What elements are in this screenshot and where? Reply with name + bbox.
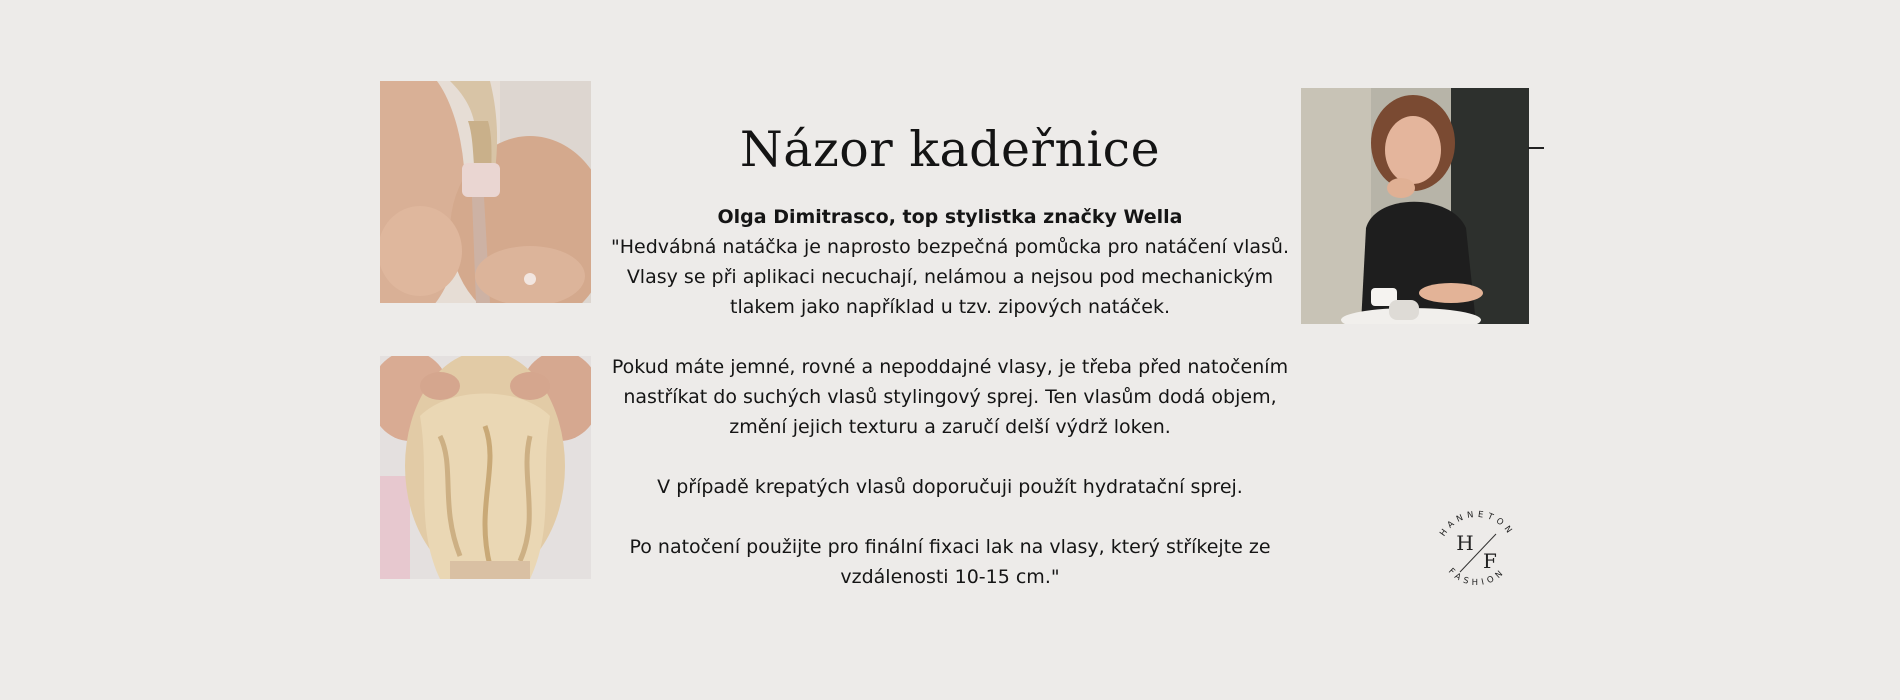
- stylist-portrait-photo: [1301, 88, 1529, 324]
- quote-paragraph-3: V případě krepatých vlasů doporučuji použít hydratační sprej.: [657, 476, 1243, 498]
- quote-block: [610, 202, 1290, 592]
- svg-text:HANNETON: [1438, 510, 1516, 539]
- author-name: Olga Dimitrasco, top stylistka značky Wella: [717, 206, 1183, 228]
- scrunchie-photo: [380, 81, 591, 303]
- quote-paragraph-2: Pokud máte jemné, rovné a nepoddajné vlasy, je třeba před natočením nastříkat do suchých vlasů stylingový sprej. Ten vlasům dodá objem, změní jejich texturu a zaručí delší výdrž loken.: [611, 356, 1289, 438]
- page-title: Názor kadeřnice: [739, 121, 1161, 178]
- brand-logo: [1428, 494, 1526, 608]
- quote-paragraph-1: "Hedvábná natáčka je naprosto bezpečná pomůcka pro natáčení vlasů. Vlasy se při aplikaci necuchají, nelámou a nejsou pod mechanickým tlakem jako například u tzv. zipových natáček.: [610, 236, 1290, 318]
- curly-hair-photo: [380, 356, 591, 579]
- logo-initial-right: F: [1483, 549, 1497, 573]
- quote-paragraph-4: Po natočení použijte pro finální fixaci lak na vlasy, který stříkejte ze vzdálenosti 10-15 cm.": [629, 536, 1271, 588]
- logo-bottom-text: FASHION: [1446, 566, 1508, 589]
- accent-line: [1528, 147, 1544, 149]
- logo-top-text: HANNETON: [1438, 509, 1516, 539]
- logo-initial-left: H: [1456, 531, 1474, 555]
- svg-text:FASHION: [1446, 566, 1508, 588]
